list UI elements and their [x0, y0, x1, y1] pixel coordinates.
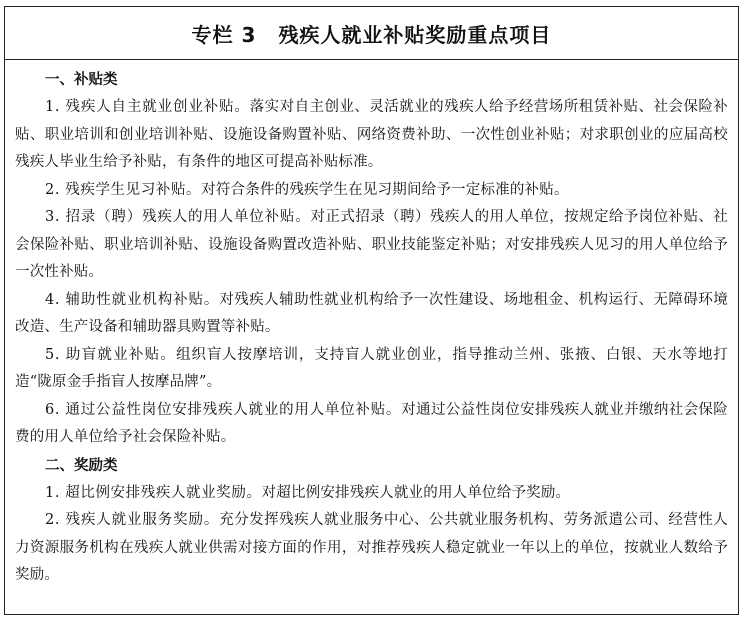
item-body: 落实对自主创业、灵活就业的残疾人给予经营场所租赁补贴、社会保险补贴、职业培训和创业培训补贴、设施设备购置补贴、网络资费补助、一次性创业补贴；对求职创业的应届高校残疾人毕业生给予补贴，有条件的地区可提高补贴标准。 [15, 99, 728, 170]
item-body: 对符合条件的残疾学生在见习期间给予一定标准的补贴。 [201, 181, 569, 198]
item-body: 对残疾人辅助性就业机构给予一次性建设、场地租金、机构运行、无障碍环境改造、生产设备和辅助器具购置等补贴。 [15, 291, 728, 335]
item-lead: 1. 超比例安排残疾人就业奖励。 [45, 484, 262, 501]
item-lead: 6. 通过公益性岗位安排残疾人就业的用人单位补贴。 [45, 401, 402, 418]
list-item [15, 480, 728, 508]
item-body: 对超比例安排残疾人就业的用人单位给予奖励。 [261, 484, 571, 501]
item-lead: 2. 残疾学生见习补贴。 [45, 181, 202, 198]
item-lead: 3. 招录（聘）残疾人的用人单位补贴。 [45, 209, 311, 225]
column-label: 专栏 3 [191, 22, 257, 47]
list-item [15, 94, 728, 177]
special-column-box [4, 6, 739, 615]
list-item [15, 177, 728, 205]
item-body: 充分发挥残疾人就业服务中心、公共就业服务机构、劳务派遣公司、经营性人力资源服务机构在残疾人就业供需对接方面的作用，对推荐残疾人稳定就业一年以上的单位，按就业人数给予奖励。 [15, 512, 728, 583]
column-content [5, 60, 738, 590]
column-heading: 残疾人就业补贴奖励重点项目 [278, 22, 552, 47]
item-body: 组织盲人按摩培训，支持盲人就业创业，指导推动兰州、张掖、白银、天水等地打造“陇原金手指盲人按摩品牌”。 [15, 346, 728, 390]
list-item [15, 507, 728, 590]
list-item [15, 342, 728, 397]
section-heading-subsidies: 一、补贴类 [45, 72, 118, 88]
item-body: 对正式招录（聘）残疾人的用人单位，按规定给予岗位补贴、社会保险补贴、职业培训补贴、设施设备购置改造补贴、职业技能鉴定补贴；对安排残疾人见习的用人单位给予一次性补贴。 [15, 209, 728, 280]
list-item [15, 204, 728, 287]
item-lead: 4. 辅助性就业机构补贴。 [45, 291, 220, 308]
item-lead: 5. 助盲就业补贴。 [45, 346, 177, 363]
item-lead: 1. 残疾人自主就业创业补贴。 [45, 99, 250, 115]
column-title [5, 7, 738, 60]
item-body: 对通过公益性岗位安排残疾人就业并缴纳社会保险费的用人单位给予社会保险补贴。 [15, 401, 728, 445]
item-lead: 2. 残疾人就业服务奖励。 [45, 512, 220, 528]
list-item [15, 397, 728, 452]
section-heading-rewards: 二、奖励类 [45, 457, 118, 474]
list-item [15, 287, 728, 342]
